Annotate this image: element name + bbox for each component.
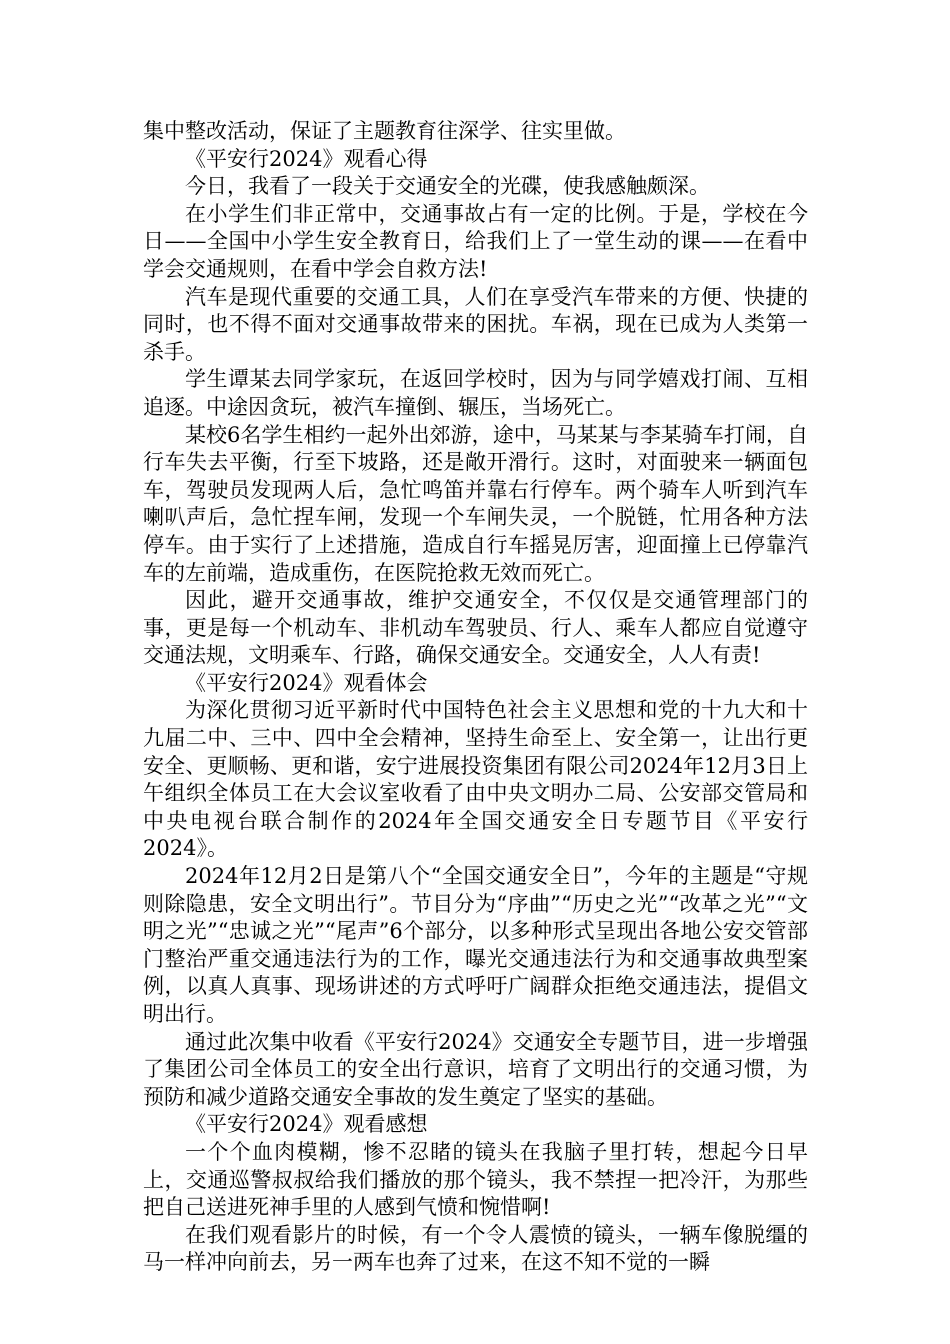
paragraph-continuation: 集中整改活动，保证了主题教育往深学、往实里做。 (143, 119, 626, 143)
section-heading: 《平安行2024》观看心得 (185, 146, 428, 171)
paragraph: 今日，我看了一段关于交通安全的光碟，使我感触颇深。 (185, 174, 710, 199)
paragraph: 某校6名学生相约一起外出郊游，途中，马某某与李某骑车打闹，自行车失去平衡，行至下坡路，还是敞开滑行。这时，对面驶来一辆面包车，驾驶员发现两人后，急忙鸣笛并靠右行停车。两个骑车人听到汽车喇叭声后，急忙捏车闸，发现一个车闸失灵，一个脱链，忙用各种方法停车。由于实行了上述措施，造成自行车摇晃厉害，迎面撞上已停靠汽车的左前端，造成重伤，在医院抢救无效而死亡。 (143, 422, 808, 585)
paragraph: 为深化贯彻习近平新时代中国特色社会主义思想和党的十九大和十九届二中、三中、四中全会精神，坚持生命至上、安全第一，让出行更安全、更顺畅、更和谐，安宁进展投资集团有限公司2024年12月3日上午组织全体员工在大会议室收看了由中央文明办二局、公安部交管局和中央电视台联合制作的2024年全国交通安全日专题节目《平安行2024》。 (143, 698, 808, 861)
paragraph: 学生谭某去同学家玩，在返回学校时，因为与同学嬉戏打闹、互相追逐。中途因贪玩，被汽车撞倒、辗压，当场死亡。 (143, 367, 808, 419)
document-page (143, 118, 808, 1277)
paragraph: 2024年12月2日是第八个“全国交通安全日”，今年的主题是“守规则除隐患，安全文明出行”。节目分为“序曲”“历史之光”“改革之光”“文明之光”“忠诚之光”“尾声”6个部分，以多种形式呈现出各地公安交管部门整治严重交通违法行为的工作，曝光交通违法行为和交通事故典型案例，以真人真事、现场讲述的方式呼吁广阔群众拒绝交通违法，提倡文明出行。 (143, 864, 808, 1026)
paragraph: 在我们观看影片的时候，有一个令人震愤的镜头，一辆车像脱缰的马一样冲向前去，另一两车也奔了过来，在这不知不觉的一瞬 (143, 1222, 808, 1275)
paragraph: 通过此次集中收看《平安行2024》交通安全专题节目，进一步增强了集团公司全体员工的安全出行意识，培育了文明出行的交通习惯，为预防和减少道路交通安全事故的发生奠定了坚实的基础。 (143, 1029, 808, 1109)
paragraph: 汽车是现代重要的交通工具，人们在享受汽车带来的方便、快捷的同时，也不得不面对交通事故带来的困扰。车祸，现在已成为人类第一杀手。 (143, 284, 808, 364)
section-heading: 《平安行2024》观看体会 (185, 670, 428, 695)
section-heading: 《平安行2024》观看感想 (185, 1112, 428, 1137)
paragraph: 在小学生们非正常中，交通事故占有一定的比例。于是，学校在今日——全国中小学生安全教育日，给我们上了一堂生动的课——在看中学会交通规则，在看中学会自救方法! (143, 201, 808, 281)
paragraph: 一个个血肉模糊，惨不忍睹的镜头在我脑子里打转，想起今日早上，交通巡警叔叔给我们播放的那个镜头，我不禁捏一把冷汗，为那些把自己送进死神手里的人感到气愤和惋惜啊! (143, 1139, 808, 1220)
paragraph: 因此，避开交通事故，维护交通安全，不仅仅是交通管理部门的事，更是每一个机动车、非机动车驾驶员、行人、乘车人都应自觉遵守交通法规，文明乘车、行路，确保交通安全。交通安全，人人有责! (143, 588, 808, 668)
